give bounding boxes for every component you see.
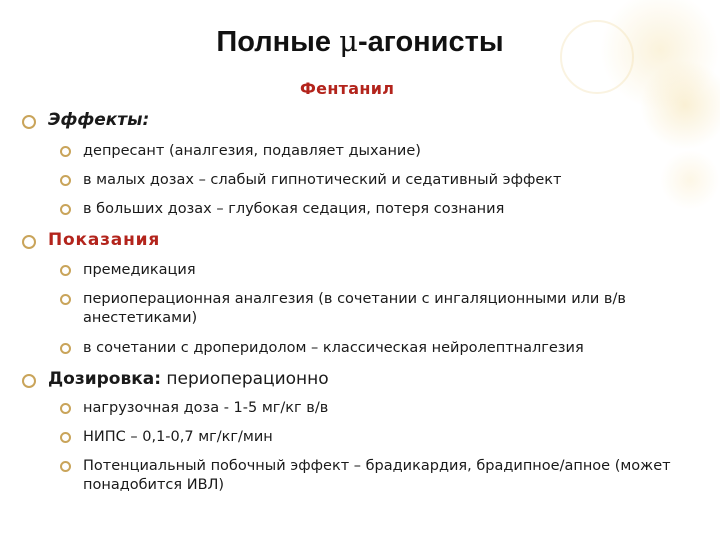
bullet-icon [22,235,36,249]
list-item [60,142,700,161]
bullet-icon [60,461,71,472]
list-item-text: периоперационная аналгезия (в сочетании с ингаляционными или в/в анестетиками) [83,291,626,326]
list-item [60,457,700,495]
list-item [60,428,700,447]
bullet-icon [60,265,71,276]
section-dosing-label: Дозировка: [48,369,162,389]
bullet-icon [60,403,71,414]
bullet-icon [60,204,71,215]
section-dosing-suffix: периоперационно [161,369,329,389]
bullet-icon [60,343,71,354]
list-item-text: нагрузочная доза - 1-5 мг/кг в/в [83,400,329,416]
slide-subtitle: Фентанил [300,79,395,98]
list-item-text: в малых дозах – слабый гипнотический и седативный эффект [83,172,562,188]
section-indications-label: Показания [48,230,161,250]
bullet-icon [60,432,71,443]
section-effects-label: Эффекты: [48,110,150,130]
bullet-icon [22,115,36,129]
list-item-text: премедикация [83,262,196,278]
list-item-text: в больших дозах – глубокая седация, потеря сознания [83,201,505,217]
section-dosing [22,369,329,389]
list-item [60,261,700,280]
list-item [60,171,700,190]
list-item-text: Потенциальный побочный эффект – брадикардия, брадипное/апное (может понадобится ИВЛ) [83,458,671,493]
list-item-text: депресант (аналгезия, подавляет дыхание) [83,143,421,159]
bullet-icon [60,175,71,186]
list-item [60,290,700,328]
section-indications [22,230,160,250]
list-item [60,399,700,418]
bullet-icon [60,146,71,157]
bullet-icon [22,374,36,388]
list-item [60,200,700,219]
bullet-icon [60,294,71,305]
section-effects [22,110,149,130]
title-suffix: -агонисты [357,26,504,58]
list-item-text: в сочетании с дроперидолом – классическая нейролептналгезия [83,340,584,356]
list-item [60,339,700,358]
title-prefix: Полные [216,26,340,58]
list-item-text: НИПС – 0,1-0,7 мг/кг/мин [83,429,273,445]
title-mu-symbol: μ [339,24,358,58]
